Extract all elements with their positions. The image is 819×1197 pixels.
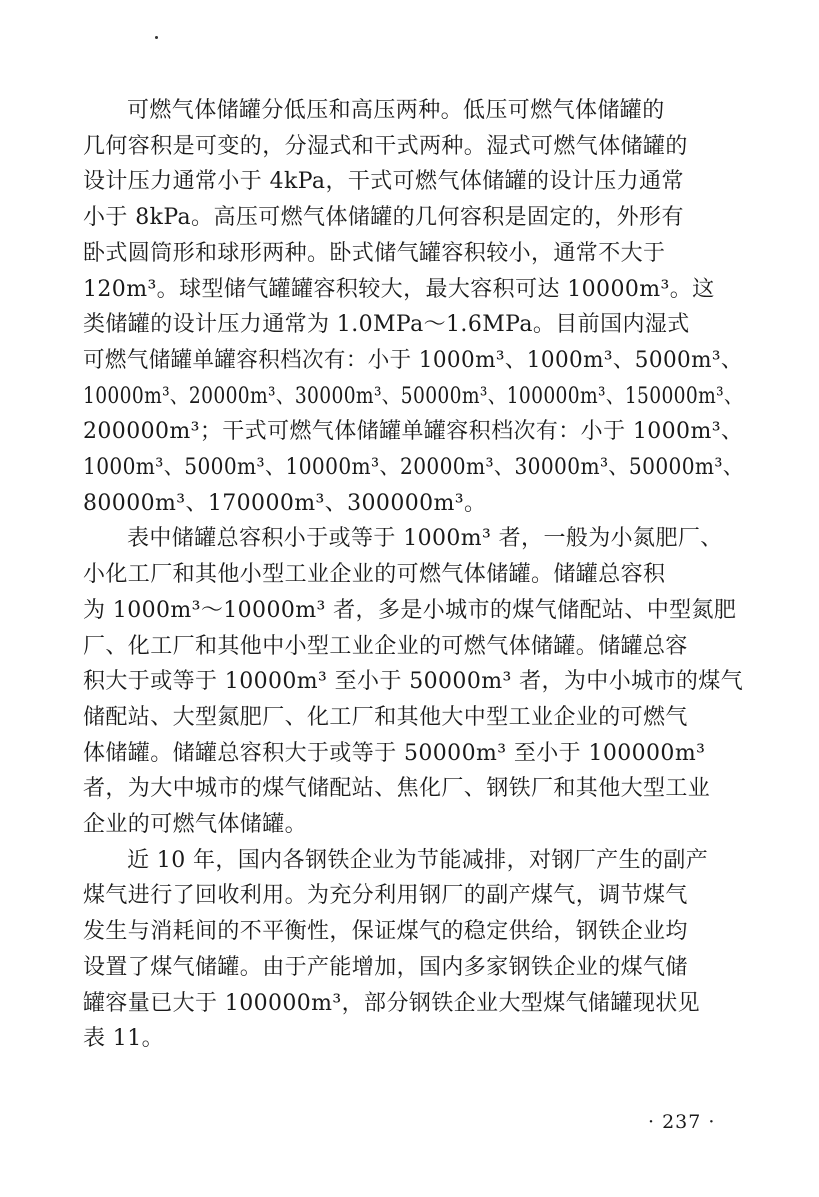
text-line: 企业的可燃气体储罐。 xyxy=(83,812,308,838)
text-line: 可燃气储罐单罐容积档次有：小于 1000m³、1000m³、5000m³、 xyxy=(83,347,743,373)
text-line: 设置了煤气储罐。由于产能增加，国内多家钢铁企业的煤气储 xyxy=(83,954,688,980)
text-line: 厂、化工厂和其他中小型工业企业的可燃气体储罐。储罐总容 xyxy=(83,633,688,659)
text-line: 表 11。 xyxy=(83,1026,164,1052)
text-line: 设计压力通常小于 4kPa，干式可燃气体储罐的设计压力通常 xyxy=(83,169,684,195)
text-line: 10000m³、20000m³、30000m³、50000m³、100000m³、150000m³、 xyxy=(83,383,743,409)
text-line: 煤气进行了回收利用。为充分利用钢厂的副产煤气，调节煤气 xyxy=(83,883,688,909)
paragraph-3 xyxy=(83,843,743,1057)
text-line: 卧式圆筒形和球形两种。卧式储气罐容积较小，通常不大于 xyxy=(83,240,666,266)
text-line: 储配站、大型氮肥厂、化工厂和其他大中型工业企业的可燃气 xyxy=(83,704,688,730)
page-number: · 237 · xyxy=(648,1111,716,1133)
text-line: 类储罐的设计压力通常为 1.0MPa～1.6MPa。目前国内湿式 xyxy=(83,312,690,338)
scan-mark xyxy=(155,36,158,39)
paragraph-1 xyxy=(83,93,743,521)
text-line: 200000m³；干式可燃气体储罐单罐容积档次有：小于 1000m³、 xyxy=(83,419,744,445)
text-line: 小于 8kPa。高压可燃气体储罐的几何容积是固定的，外形有 xyxy=(83,205,684,231)
text-line: 几何容积是可变的，分湿式和干式两种。湿式可燃气体储罐的 xyxy=(83,133,688,159)
text-line: 为 1000m³～10000m³ 者，多是小城市的煤气储配站、中型氮肥 xyxy=(83,597,737,623)
text-line: 罐容量已大于 100000m³，部分钢铁企业大型煤气储罐现状见 xyxy=(83,990,701,1016)
text-line: 体储罐。储罐总容积大于或等于 50000m³ 至小于 100000m³ xyxy=(83,740,706,766)
text-line: 近 10 年，国内各钢铁企业为节能减排，对钢厂产生的副产 xyxy=(127,847,709,873)
text-line: 积大于或等于 10000m³ 至小于 50000m³ 者，为中小城市的煤气 xyxy=(83,669,744,695)
paragraph-2 xyxy=(83,521,743,842)
text-line: 80000m³、170000m³、300000m³。 xyxy=(83,490,487,516)
document-body xyxy=(83,93,743,1057)
text-line: 120m³。球型储气罐罐容积较大，最大容积可达 10000m³。这 xyxy=(83,276,715,302)
text-line: 发生与消耗间的不平衡性，保证煤气的稳定供给，钢铁企业均 xyxy=(83,919,688,945)
text-line: 表中储罐总容积小于或等于 1000m³ 者，一般为小氮肥厂、 xyxy=(127,526,723,552)
text-line: 小化工厂和其他小型工业企业的可燃气体储罐。储罐总容积 xyxy=(83,562,666,588)
text-line: 可燃气体储罐分低压和高压两种。低压可燃气体储罐的 xyxy=(127,98,665,123)
text-line: 1000m³、5000m³、10000m³、20000m³、30000m³、50000m³、 xyxy=(83,455,744,481)
text-line: 者，为大中城市的煤气储配站、焦化厂、钢铁厂和其他大型工业 xyxy=(83,776,711,802)
